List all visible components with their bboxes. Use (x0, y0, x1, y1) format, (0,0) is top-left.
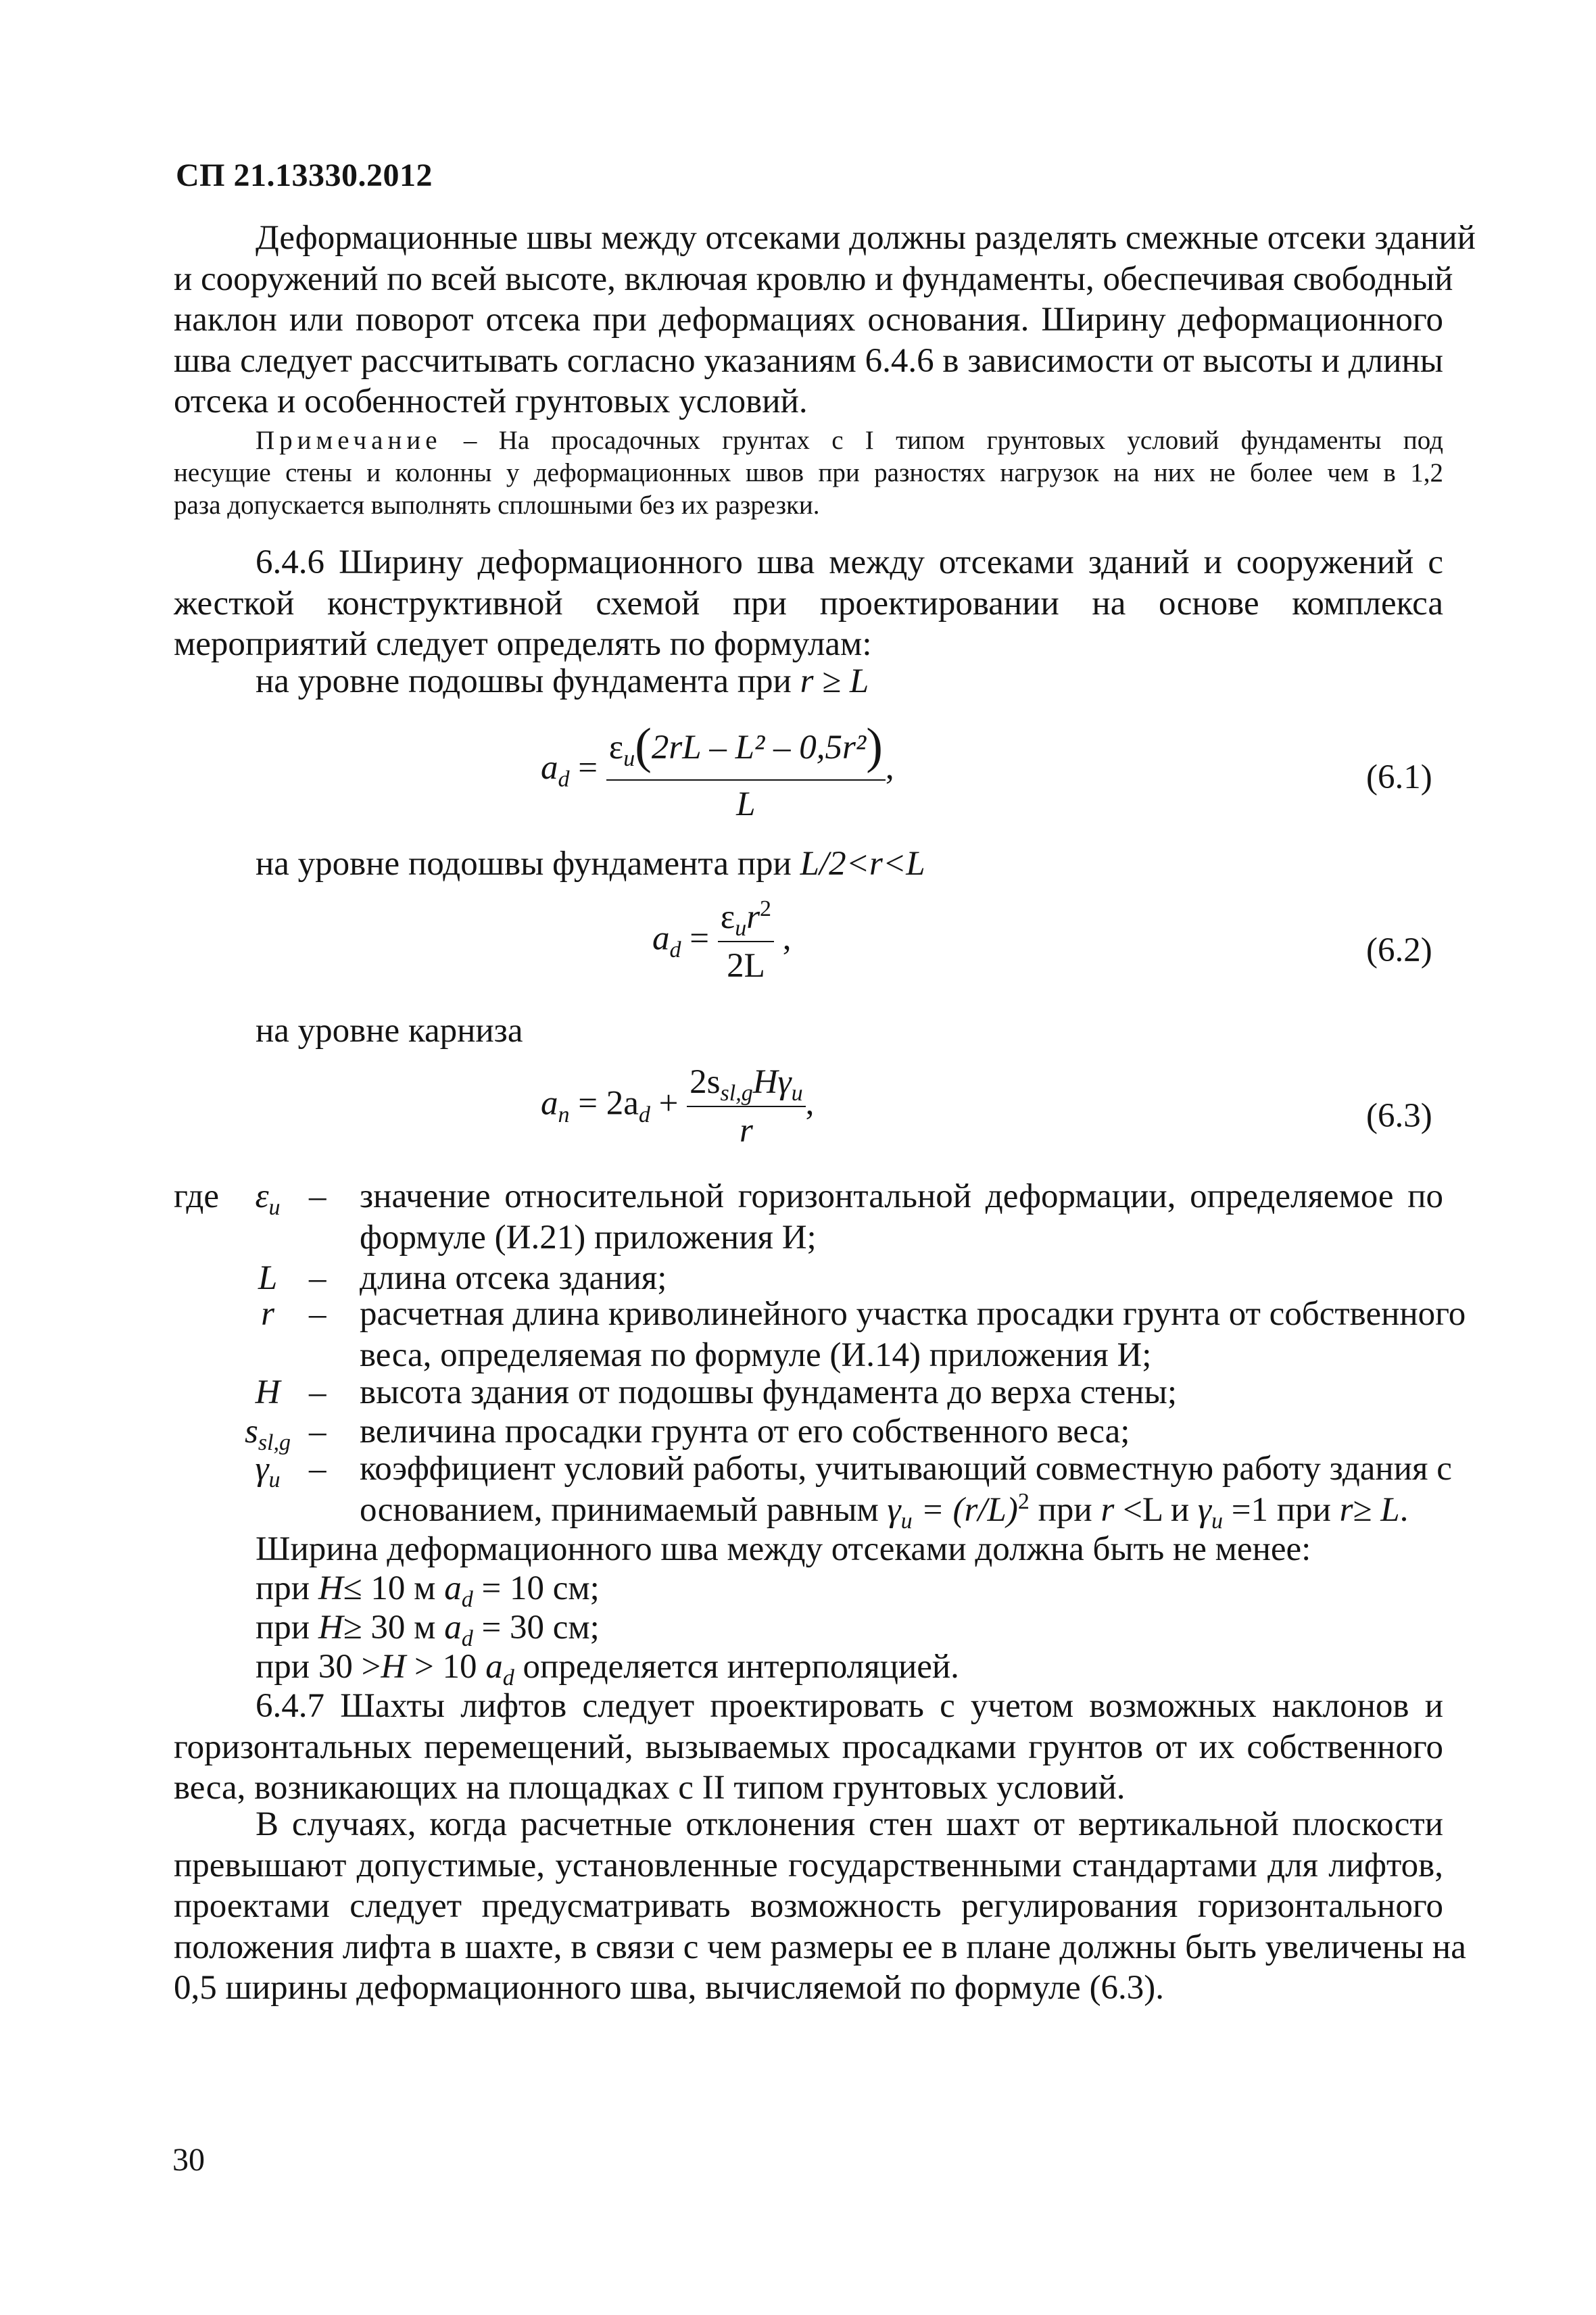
paragraph-elevator-shafts (174, 1804, 1466, 2009)
text-line: мероприятий следует определять по формулам: (174, 625, 872, 663)
text-run: = 30 см; (481, 1609, 600, 1647)
dash: – (309, 1450, 327, 1488)
numerator-subscript: sl,g (720, 1081, 753, 1106)
epsilon-subscript: u (735, 916, 747, 942)
formula-middle-subscript: d (638, 1102, 650, 1127)
text-line: 6.4.7 Шахты лифтов следует проектировать с учетом возможных наклонов и (256, 1687, 1443, 1725)
min-width-line-2: при H≥ 30 м $a_d = 30$ см; (256, 1609, 600, 1652)
min-width-intro: Ширина деформационного шва между отсеками должна быть не менее: (256, 1530, 1311, 1568)
numerator-variable: r (746, 898, 760, 936)
text-line: несущие стены и колонны у деформационных швов при разностях нагрузок на них не более чем в 1,2 (174, 458, 1443, 487)
variable-symbol (230, 1176, 306, 1221)
text-run: = 10 см; (481, 1569, 600, 1607)
denominator-text: 2L (727, 947, 765, 985)
text-run: > 10 (414, 1648, 477, 1686)
text-line: раза допускается выполнять сплошными без их разрезки. (174, 491, 820, 520)
numerator-tail: Hγ (752, 1063, 792, 1101)
dash: – (309, 1413, 327, 1451)
text-run: ≤ 10 м (343, 1569, 436, 1607)
variable-description (360, 1448, 1452, 1534)
text-run: <L и (1123, 1490, 1190, 1529)
text-line: наклон или поворот отсека при деформациях основания. Ширину деформационного (174, 301, 1443, 339)
formula-comma: , (885, 749, 894, 787)
text-run: определяется интерполяцией. (523, 1648, 959, 1686)
text-line: жесткой конструктивной схемой при проектировании на основе комплекса (174, 584, 1443, 623)
condition-cornice-level (256, 1010, 523, 1051)
fraction-numerator (718, 898, 774, 941)
formula-comma: , (782, 919, 792, 958)
text-run: при (256, 1569, 310, 1607)
formula-lhs: a (541, 749, 558, 787)
text-line: горизонтальных перемещений, вызываемых просадками грунтов от их собственного (174, 1728, 1443, 1766)
text-line: проектами следует предусматривать возможность регулирования горизонтального (174, 1887, 1443, 1925)
variable-description (360, 1176, 1443, 1258)
variable-symbol (230, 1448, 306, 1493)
condition-text: на уровне подошвы фундамента при (256, 662, 792, 700)
text-run: основанием, принимаемый равным (360, 1490, 879, 1529)
condition-math: r ≥ L (800, 662, 869, 700)
variable-symbol: r (261, 1295, 274, 1333)
text-line: веса, возникающих на площадках с II типом грунтовых условий. (174, 1769, 1126, 1807)
symbol-main: ε (255, 1177, 269, 1215)
text-line: Деформационные швы между отсеками должны разделять смежные отсеки зданий (256, 219, 1476, 257)
dash: – (309, 1295, 327, 1333)
dash: – (309, 1177, 327, 1215)
text-run: =1 при (1231, 1490, 1331, 1529)
formula-6-3 (541, 1063, 814, 1150)
text-line: коэффициент условий работы, учитывающий совместную работу здания с (360, 1450, 1452, 1488)
text-line: веса, определяемая по формуле (И.14) приложения И; (360, 1336, 1152, 1374)
dash: – (309, 1373, 327, 1411)
text-line: высота здания от подошвы фундамента до верха стены; (360, 1373, 1177, 1411)
condition-text: на уровне подошвы фундамента при (256, 845, 792, 883)
formula-6-1: $a_d$ = $\frac{\varepsilon_u(2rL - L^2 - 0,5r^2)}{L}$ , (541, 718, 894, 823)
variable-symbol (230, 1411, 306, 1456)
note-block (174, 424, 1443, 522)
text-line: В случаях, когда расчетные отклонения стен шахт от вертикальной плоскости (256, 1805, 1443, 1843)
fraction (718, 898, 774, 985)
text-line: значение относительной горизонтальной деформации, определяемое по (360, 1177, 1443, 1215)
symbol-subscript: u (268, 1467, 281, 1493)
epsilon-symbol: ε (608, 729, 624, 766)
fraction-denominator (606, 779, 886, 824)
denominator-text: r (739, 1112, 753, 1150)
paren-expression: 2rL – L² – 0,5r² (651, 729, 867, 766)
min-width-line-3: при 30 >H > 10 $a_d$ определяется интерполяцией. (256, 1648, 959, 1691)
equation-number: (6.3) (1366, 1097, 1432, 1135)
symbol-subscript: u (268, 1195, 281, 1221)
formula-6-2: $a_d$ = $\frac{\varepsilon_ur^2}{2L}$ , (652, 896, 792, 985)
formula-lhs: a (652, 919, 670, 958)
paragraph-6-4-7 (174, 1686, 1443, 1809)
denominator-text: L (736, 785, 756, 823)
formula-lhs-subscript: d (669, 937, 681, 962)
epsilon-symbol: ε (720, 898, 735, 936)
min-width-line-1: при H≤ 10 м $a_d = 10$ см; (256, 1569, 600, 1613)
condition-foundation-L2-r-L (256, 844, 925, 884)
text-run: ≥ 30 м (343, 1609, 436, 1647)
text-line: формуле (И.21) приложения И; (360, 1218, 817, 1257)
text-line: положения лифта в шахте, в связи с чем размеры ее в плане должны быть увеличены на (174, 1928, 1466, 1966)
text-run: = (r/L) (921, 1490, 1018, 1529)
symbol-main: s (244, 1413, 258, 1451)
condition-text: на уровне карниза (256, 1012, 523, 1050)
text-line: отсека и особенностей грунтовых условий. (174, 383, 808, 420)
formula-lhs-subscript: d (558, 766, 570, 792)
text-line: превышают допустимые, установленные государственными стандартами для лифтов, (174, 1846, 1443, 1884)
text-line: расчетная длина криволинейного участка просадки грунта от собственного (360, 1295, 1466, 1333)
text-line: величина просадки грунта от его собственного веса; (360, 1413, 1130, 1451)
fraction-denominator (687, 1106, 805, 1150)
text-line: шва следует рассчитывать согласно указаниям 6.4.6 в зависимости от высоты и длины (174, 341, 1443, 380)
variable-symbol: L (258, 1259, 278, 1297)
formula-middle: = 2a (578, 1084, 639, 1123)
variable-description (360, 1411, 1443, 1453)
text-line: длина отсека здания; (360, 1259, 667, 1297)
symbol-main: γ (255, 1450, 269, 1488)
note-text: – На просадочных грунтах с I типом грунтовых условий фундаменты под (463, 426, 1443, 455)
epsilon-subscript: u (623, 746, 635, 772)
text-line: основанием, принимаемый равным $\gamma_u = (r/L)^2$ при r <L и $\gamma_u =1$ при r≥ L. (360, 1488, 1409, 1534)
text-line: и сооружений по всей высоте, включая кровлю и фундаменты, обеспечивая свободный (174, 260, 1453, 298)
text-run: при (256, 1609, 310, 1647)
formula-comma: , (805, 1084, 815, 1123)
text-run: при 30 > (256, 1648, 381, 1686)
variable-description (360, 1258, 1443, 1299)
page-number: 30 (172, 2142, 205, 2178)
fraction (687, 1063, 805, 1150)
fraction-numerator (687, 1063, 805, 1106)
formula-lhs: a (541, 1084, 558, 1123)
equation-number: (6.2) (1366, 931, 1432, 969)
fraction-numerator: $\varepsilon_u(2rL - L^2 - 0,5r^2)$ (608, 718, 883, 774)
note-label: Примечание (256, 426, 442, 455)
fraction (606, 718, 886, 824)
text-line: 6.4.6 Ширину деформационного шва между отсеками зданий и сооружений с (256, 543, 1443, 581)
formula-lhs-subscript: n (558, 1102, 570, 1127)
text-run: при (1038, 1490, 1092, 1529)
text-line (174, 424, 1443, 457)
dash: – (309, 1259, 327, 1297)
numerator-exponent: 2 (760, 896, 772, 921)
text-line: 0,5 ширины деформационного шва, вычисляемой по формуле (6.3). (174, 1969, 1165, 2007)
plus-sign: + (658, 1084, 679, 1123)
numerator-term: 2s (690, 1063, 721, 1101)
variable-description (360, 1294, 1466, 1375)
condition-math: L/2<r<L (800, 845, 925, 883)
symbol-subscript: sl,g (258, 1430, 291, 1456)
paragraph-expansion-joints (174, 218, 1476, 422)
fraction-denominator (718, 941, 774, 985)
condition-foundation-r-ge-L (256, 661, 869, 702)
variable-description (360, 1372, 1443, 1413)
where-label: где (174, 1177, 219, 1215)
numerator-tail-subscript: u (791, 1081, 803, 1106)
paragraph-6-4-6 (174, 542, 1443, 665)
equation-number: (6.1) (1366, 758, 1432, 796)
document-code-header: СП 21.13330.2012 (176, 157, 433, 193)
variable-symbol: H (255, 1373, 281, 1411)
